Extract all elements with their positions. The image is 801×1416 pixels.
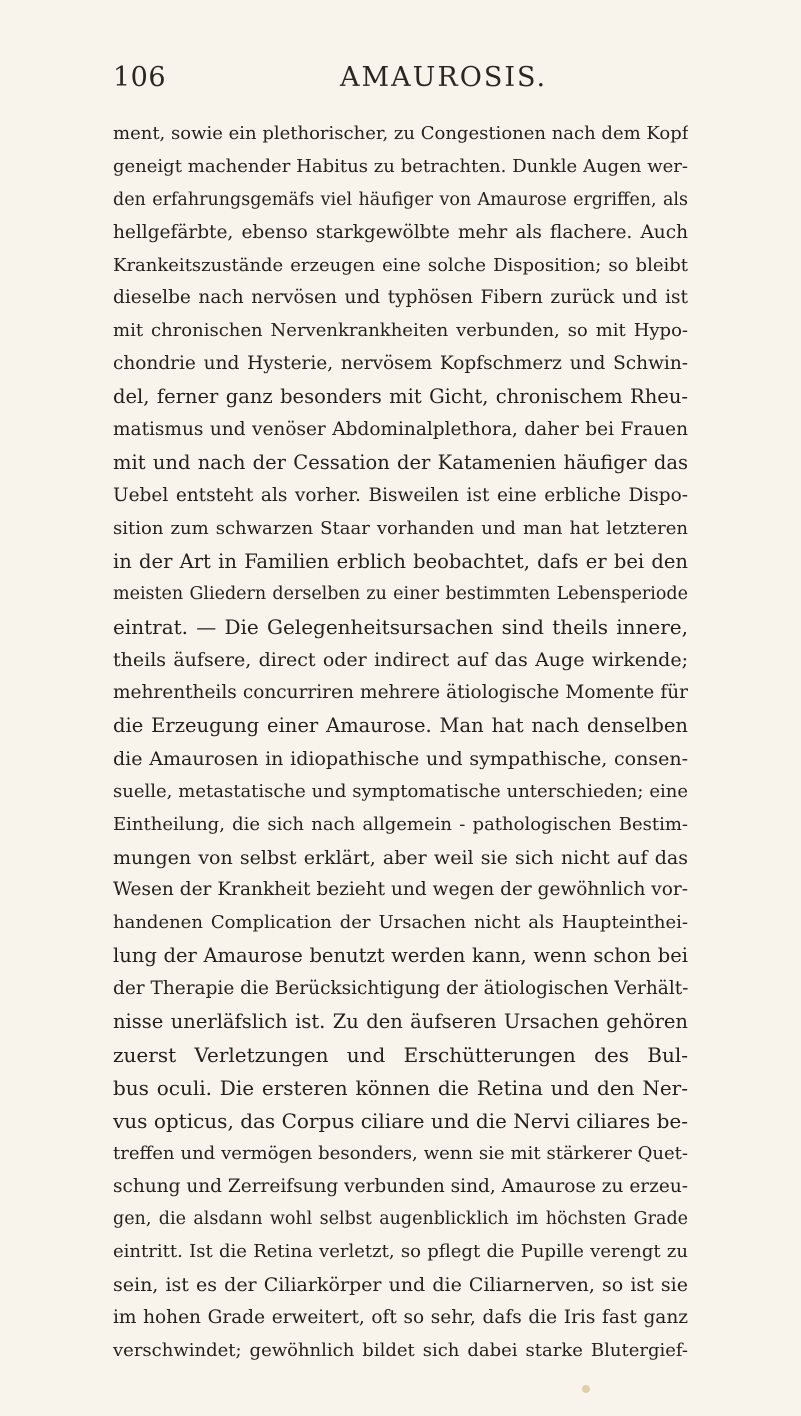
text-line: mungen von selbst erklärt, aber weil sie sich nicht auf das bbox=[113, 846, 688, 869]
text-line: vus opticus, das Corpus ciliare und die Nervi ciliares be- bbox=[113, 1108, 688, 1133]
running-title: AMAUROSIS. bbox=[340, 62, 548, 93]
text-line: gen, die alsdann wohl selbst augenblicklich im höchsten Grade bbox=[113, 1209, 688, 1230]
text-line: zuerst Verletzungen und Erschütterungen des Bul- bbox=[113, 1042, 688, 1067]
page-number: 106 bbox=[113, 62, 167, 93]
text-line: Uebel entsteht als vorher. Bisweilen ist eine erbliche Dispo- bbox=[113, 484, 688, 506]
text-line: in der Art in Familien erblich beobachtet, dafs er bei den bbox=[113, 549, 688, 573]
text-line: suelle, metastatische und symptomatische unterschieden; eine bbox=[113, 780, 688, 802]
text-line: treffen und vermögen besonders, wenn sie mit stärkerer Quet- bbox=[113, 1142, 688, 1164]
text-line: die Erzeugung einer Amaurose. Man hat nach denselben bbox=[113, 714, 688, 738]
page-header bbox=[0, 62, 801, 102]
text-line: eintritt. Ist die Retina verletzt, so pflegt die Pupille verengt zu bbox=[113, 1241, 688, 1263]
text-line: sein, ist es der Ciliarkörper und die Ciliarnerven, so ist sie bbox=[113, 1274, 688, 1297]
text-line: eintrat. — Die Gelegenheitsursachen sind theils innere, bbox=[113, 615, 688, 640]
text-line: Wesen der Krankheit bezieht und wegen der gewöhnlich vor- bbox=[113, 879, 688, 901]
text-line: dieselbe nach nervösen und typhösen Fibern zurück und ist bbox=[113, 287, 688, 309]
text-line: nisse unerläfslich ist. Zu den äufseren Ursachen gehören bbox=[113, 1010, 688, 1034]
text-line: lung der Amaurose benutzt werden kann, wenn schon bei bbox=[113, 944, 688, 968]
text-line: theils äufsere, direct oder indirect auf das Auge wirkende; bbox=[113, 649, 688, 672]
text-line: Eintheilung, die sich nach allgemein - pathologischen Bestim- bbox=[113, 813, 688, 835]
text-line: Krankeitszustände erzeugen eine solche Disposition; so bleibt bbox=[113, 254, 688, 276]
text-line: ment, sowie ein plethorischer, zu Congestionen nach dem Kopf bbox=[113, 123, 688, 144]
text-line: meisten Gliedern derselben zu einer bestimmten Lebensperiode bbox=[113, 584, 688, 605]
text-line: matismus und venöser Abdominalplethora, daher bei Frauen bbox=[113, 419, 688, 441]
text-line: im hohen Grade erweitert, oft so sehr, dafs die Iris fast ganz bbox=[113, 1307, 688, 1329]
paper-spot-decoration bbox=[582, 1385, 590, 1393]
text-line: hellgefärbte, ebenso starkgewölbte mehr als flachere. Auch bbox=[113, 221, 688, 243]
body-text bbox=[113, 118, 688, 1368]
text-line: chondrie und Hysterie, nervösem Kopfschmerz und Schwin- bbox=[113, 353, 688, 375]
text-line: die Amaurosen in idiopathische und sympathische, consen- bbox=[113, 747, 688, 770]
text-line: bus oculi. Die ersteren können die Retina und den Ner- bbox=[113, 1075, 688, 1100]
text-line: handenen Complication der Ursachen nicht als Haupteinthei- bbox=[113, 912, 688, 934]
text-line: del, ferner ganz besonders mit Gicht, chronischem Rheu- bbox=[113, 385, 688, 409]
text-line: sition zum schwarzen Staar vorhanden und man hat letzteren bbox=[113, 517, 688, 539]
text-line: mit und nach der Cessation der Katamenien häufiger das bbox=[113, 450, 688, 474]
text-line: den erfahrungsgemäfs viel häufiger von Amaurose ergriffen, als bbox=[113, 189, 688, 210]
text-line: mit chronischen Nervenkrankheiten verbunden, so mit Hypo- bbox=[113, 320, 688, 342]
text-line: schung und Zerreifsung verbunden sind, Amaurose zu erzeu- bbox=[113, 1175, 688, 1197]
text-line: verschwindet; gewöhnlich bildet sich dabei starke Blutergief- bbox=[113, 1339, 688, 1361]
text-line: mehrentheils concurriren mehrere ätiologische Momente für bbox=[113, 682, 688, 704]
text-line: der Therapie die Berücksichtigung der ätiologischen Verhält- bbox=[113, 978, 688, 1000]
text-line: geneigt machender Habitus zu betrachten. Dunkle Augen wer- bbox=[113, 155, 688, 177]
